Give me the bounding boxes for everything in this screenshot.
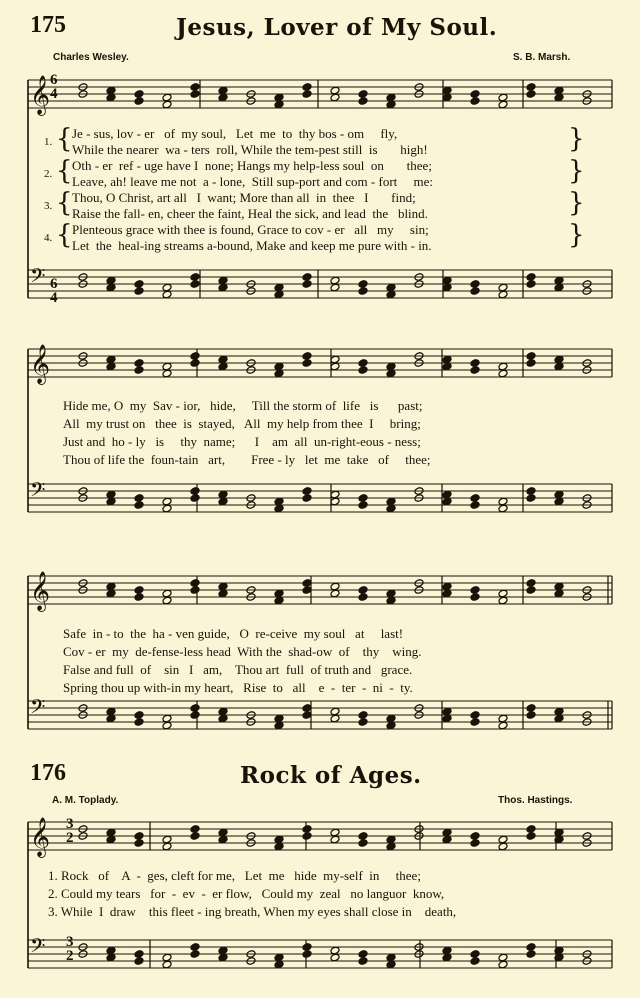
note-head bbox=[386, 362, 396, 371]
note-head bbox=[274, 497, 284, 506]
note-head bbox=[162, 497, 172, 506]
note-head bbox=[526, 579, 536, 588]
note-head bbox=[358, 586, 368, 595]
note-head bbox=[106, 582, 116, 591]
note-head bbox=[106, 283, 116, 292]
note-head bbox=[554, 497, 564, 506]
note-head bbox=[358, 90, 368, 99]
note-head bbox=[134, 832, 144, 841]
note-head bbox=[162, 596, 172, 605]
treble-clef-icon: 𝄞 bbox=[30, 344, 51, 384]
note-head bbox=[330, 276, 340, 285]
hymn-number: 176 bbox=[30, 760, 66, 786]
note-head bbox=[386, 953, 396, 962]
note-head bbox=[442, 953, 452, 962]
note-head bbox=[190, 359, 200, 368]
note-head bbox=[358, 501, 368, 510]
lyric-line: Raise the fall- en, cheer the faint, Heal the sick, and lead the blind. bbox=[72, 206, 428, 221]
time-signature-top: 6 bbox=[50, 276, 58, 292]
note-head bbox=[442, 835, 452, 844]
note-head bbox=[190, 579, 200, 588]
lyric-line: Just and ho - ly is thy name; I am all un-right-eous - ness; bbox=[63, 434, 421, 449]
note-head bbox=[330, 283, 340, 292]
verse-brace: { bbox=[56, 124, 73, 154]
note-head bbox=[526, 273, 536, 282]
verse-brace: } bbox=[568, 220, 585, 250]
treble-clef-icon: 𝄞 bbox=[30, 75, 51, 115]
note-head bbox=[330, 93, 340, 102]
note-head bbox=[190, 711, 200, 720]
note-head bbox=[162, 589, 172, 598]
note-head bbox=[106, 362, 116, 371]
time-signature-bottom: 2 bbox=[66, 948, 74, 964]
note-head bbox=[358, 839, 368, 848]
note-head bbox=[498, 362, 508, 371]
lyric-line: All my trust on thee is stayed, All my help from thee I bring; bbox=[63, 416, 421, 431]
note-head bbox=[218, 276, 228, 285]
note-head bbox=[134, 494, 144, 503]
note-head bbox=[134, 287, 144, 296]
note-head bbox=[386, 369, 396, 378]
note-head bbox=[498, 283, 508, 292]
note-head bbox=[554, 490, 564, 499]
verse-brace: } bbox=[568, 156, 585, 186]
time-signature-top: 3 bbox=[66, 816, 74, 832]
note-head bbox=[386, 283, 396, 292]
note-head bbox=[526, 494, 536, 503]
note-head bbox=[498, 100, 508, 109]
note-head bbox=[526, 825, 536, 834]
note-head bbox=[358, 957, 368, 966]
note-head bbox=[134, 593, 144, 602]
note-head bbox=[274, 596, 284, 605]
note-head bbox=[190, 943, 200, 952]
note-head bbox=[218, 93, 228, 102]
note-head bbox=[134, 586, 144, 595]
note-head bbox=[302, 943, 312, 952]
note-head bbox=[498, 369, 508, 378]
note-head bbox=[526, 586, 536, 595]
note-head bbox=[386, 596, 396, 605]
verse-number: 3. bbox=[44, 200, 53, 212]
verse-number: 2. bbox=[44, 168, 53, 180]
note-head bbox=[218, 490, 228, 499]
note-head bbox=[106, 835, 116, 844]
note-head bbox=[470, 501, 480, 510]
lyric-line: Plenteous grace with thee is found, Grace to cov - er all my sin; bbox=[72, 222, 429, 237]
note-head bbox=[106, 589, 116, 598]
note-head bbox=[134, 366, 144, 375]
note-head bbox=[190, 83, 200, 92]
note-head bbox=[274, 960, 284, 969]
note-head bbox=[162, 953, 172, 962]
note-head bbox=[526, 359, 536, 368]
hymn-number: 175 bbox=[30, 12, 66, 38]
bass-clef-icon: 𝄢 bbox=[30, 478, 46, 506]
note-head bbox=[498, 93, 508, 102]
words-credit: A. M. Toplady. bbox=[52, 795, 119, 806]
treble-clef-icon: 𝄞 bbox=[30, 571, 51, 611]
note-head bbox=[470, 280, 480, 289]
note-head bbox=[302, 825, 312, 834]
note-head bbox=[106, 953, 116, 962]
note-head bbox=[106, 828, 116, 837]
verse-number: 1. bbox=[44, 136, 53, 148]
note-head bbox=[498, 589, 508, 598]
note-head bbox=[274, 93, 284, 102]
note-head bbox=[470, 287, 480, 296]
note-head bbox=[386, 504, 396, 513]
note-head bbox=[218, 86, 228, 95]
note-head bbox=[134, 359, 144, 368]
note-head bbox=[302, 494, 312, 503]
note-head bbox=[554, 86, 564, 95]
note-head bbox=[498, 960, 508, 969]
note-head bbox=[302, 950, 312, 959]
note-head bbox=[162, 504, 172, 513]
note-head bbox=[442, 946, 452, 955]
note-head bbox=[274, 842, 284, 851]
note-head bbox=[218, 355, 228, 364]
note-head bbox=[302, 352, 312, 361]
note-head bbox=[442, 714, 452, 723]
note-head bbox=[218, 714, 228, 723]
lyric-line: Spring thou up with-in my heart, Rise to all e - ter - ni - ty. bbox=[63, 680, 413, 695]
note-head bbox=[134, 950, 144, 959]
time-signature-bottom: 4 bbox=[50, 290, 58, 306]
note-head bbox=[274, 721, 284, 730]
note-head bbox=[442, 490, 452, 499]
bass-clef-icon: 𝄢 bbox=[30, 695, 46, 723]
lyric-line: While the nearer wa - ters roll, While the tem-pest still is high! bbox=[72, 142, 428, 157]
note-head bbox=[442, 362, 452, 371]
note-head bbox=[274, 835, 284, 844]
lyric-line: 1. Rock of A - ges, cleft for me, Let me hide my-self in thee; bbox=[48, 868, 421, 883]
note-head bbox=[386, 835, 396, 844]
note-head bbox=[470, 593, 480, 602]
lyric-line: False and full of sin I am, Thou art full of truth and grace. bbox=[63, 662, 413, 677]
hymn-title: Jesus, Lover of My Soul. bbox=[176, 14, 498, 41]
note-head bbox=[302, 280, 312, 289]
note-head bbox=[218, 283, 228, 292]
note-head bbox=[442, 707, 452, 716]
note-head bbox=[470, 359, 480, 368]
note-head bbox=[274, 290, 284, 299]
note-head bbox=[302, 832, 312, 841]
note-head bbox=[162, 835, 172, 844]
note-head bbox=[302, 90, 312, 99]
note-head bbox=[554, 93, 564, 102]
note-head bbox=[218, 582, 228, 591]
note-head bbox=[302, 359, 312, 368]
note-head bbox=[218, 946, 228, 955]
note-head bbox=[470, 366, 480, 375]
note-head bbox=[386, 714, 396, 723]
verse-brace: { bbox=[56, 188, 73, 218]
note-head bbox=[134, 957, 144, 966]
note-head bbox=[526, 83, 536, 92]
lyric-line: Safe in - to the ha - ven guide, O re-ceive my soul at last! bbox=[63, 626, 404, 641]
note-head bbox=[330, 86, 340, 95]
note-head bbox=[190, 90, 200, 99]
note-head bbox=[106, 86, 116, 95]
note-head bbox=[386, 497, 396, 506]
note-head bbox=[134, 280, 144, 289]
note-head bbox=[106, 497, 116, 506]
verse-brace: { bbox=[56, 156, 73, 186]
time-signature-top: 6 bbox=[50, 72, 58, 88]
lyric-line: Let the heal-ing streams a-bound, Make and keep me pure with - in. bbox=[72, 238, 432, 253]
note-head bbox=[386, 290, 396, 299]
note-head bbox=[190, 586, 200, 595]
note-head bbox=[526, 943, 536, 952]
note-head bbox=[442, 589, 452, 598]
note-head bbox=[554, 283, 564, 292]
note-head bbox=[330, 953, 340, 962]
note-head bbox=[134, 711, 144, 720]
note-head bbox=[554, 589, 564, 598]
note-head bbox=[162, 362, 172, 371]
note-head bbox=[386, 960, 396, 969]
note-head bbox=[190, 825, 200, 834]
note-head bbox=[386, 589, 396, 598]
note-head bbox=[218, 835, 228, 844]
note-head bbox=[526, 711, 536, 720]
time-signature-bottom: 2 bbox=[66, 830, 74, 846]
note-head bbox=[442, 497, 452, 506]
note-head bbox=[442, 355, 452, 364]
note-head bbox=[470, 957, 480, 966]
note-head bbox=[106, 276, 116, 285]
note-head bbox=[470, 90, 480, 99]
note-head bbox=[386, 842, 396, 851]
note-head bbox=[470, 832, 480, 841]
note-head bbox=[218, 589, 228, 598]
note-head bbox=[162, 93, 172, 102]
lyric-line: Oth - er ref - uge have I none; Hangs my help-less soul on thee; bbox=[72, 158, 432, 173]
note-head bbox=[358, 711, 368, 720]
lyric-line: Cov - er my de-fense-less head With the shad-ow of thy wing. bbox=[63, 644, 422, 659]
note-head bbox=[106, 707, 116, 716]
verse-brace: { bbox=[56, 220, 73, 250]
verse-brace: } bbox=[568, 124, 585, 154]
note-head bbox=[358, 359, 368, 368]
lyric-line: Hide me, O my Sav - ior, hide, Till the storm of life is past; bbox=[63, 398, 423, 413]
note-head bbox=[106, 355, 116, 364]
note-head bbox=[274, 283, 284, 292]
bass-clef-icon: 𝄢 bbox=[30, 934, 46, 962]
music-credit: S. B. Marsh. bbox=[513, 52, 571, 63]
note-head bbox=[358, 950, 368, 959]
note-head bbox=[470, 586, 480, 595]
bass-clef-icon: 𝄢 bbox=[30, 264, 46, 292]
note-head bbox=[526, 704, 536, 713]
note-head bbox=[498, 721, 508, 730]
note-head bbox=[218, 828, 228, 837]
note-head bbox=[106, 946, 116, 955]
note-head bbox=[190, 704, 200, 713]
note-head bbox=[498, 504, 508, 513]
note-head bbox=[274, 589, 284, 598]
note-head bbox=[106, 490, 116, 499]
note-head bbox=[470, 839, 480, 848]
words-credit: Charles Wesley. bbox=[53, 52, 129, 63]
note-head bbox=[190, 494, 200, 503]
note-head bbox=[330, 828, 340, 837]
note-head bbox=[498, 290, 508, 299]
note-head bbox=[498, 835, 508, 844]
note-head bbox=[358, 97, 368, 106]
note-head bbox=[330, 946, 340, 955]
note-head bbox=[358, 718, 368, 727]
note-head bbox=[498, 714, 508, 723]
note-head bbox=[358, 287, 368, 296]
note-head bbox=[134, 839, 144, 848]
note-head bbox=[470, 718, 480, 727]
note-head bbox=[554, 707, 564, 716]
note-head bbox=[274, 953, 284, 962]
verse-number: 4. bbox=[44, 232, 53, 244]
note-head bbox=[190, 832, 200, 841]
note-head bbox=[218, 707, 228, 716]
note-head bbox=[358, 593, 368, 602]
note-head bbox=[470, 711, 480, 720]
note-head bbox=[526, 352, 536, 361]
note-head bbox=[470, 494, 480, 503]
note-head bbox=[526, 90, 536, 99]
note-head bbox=[498, 953, 508, 962]
note-head bbox=[162, 290, 172, 299]
note-head bbox=[218, 953, 228, 962]
note-head bbox=[470, 950, 480, 959]
note-head bbox=[442, 582, 452, 591]
lyric-line: 2. Could my tears for - ev - er flow, Could my zeal no languor know, bbox=[48, 886, 445, 901]
note-head bbox=[134, 97, 144, 106]
note-head bbox=[106, 714, 116, 723]
note-head bbox=[442, 828, 452, 837]
note-head bbox=[330, 582, 340, 591]
note-head bbox=[554, 362, 564, 371]
note-head bbox=[190, 273, 200, 282]
note-head bbox=[162, 369, 172, 378]
verse-brace: } bbox=[568, 188, 585, 218]
note-head bbox=[134, 90, 144, 99]
note-head bbox=[162, 714, 172, 723]
note-head bbox=[162, 960, 172, 969]
lyric-line: Thou, O Christ, art all I want; More than all in thee I find; bbox=[72, 190, 416, 205]
note-head bbox=[554, 714, 564, 723]
note-head bbox=[218, 362, 228, 371]
lyric-line: Je - sus, lov - er of my soul, Let me to thy bos - om fly, bbox=[72, 126, 398, 141]
note-head bbox=[554, 355, 564, 364]
note-head bbox=[330, 707, 340, 716]
note-head bbox=[498, 842, 508, 851]
note-head bbox=[526, 280, 536, 289]
note-head bbox=[302, 273, 312, 282]
note-head bbox=[274, 362, 284, 371]
note-head bbox=[190, 280, 200, 289]
note-head bbox=[554, 582, 564, 591]
note-head bbox=[498, 497, 508, 506]
note-head bbox=[526, 950, 536, 959]
music-credit: Thos. Hastings. bbox=[498, 795, 573, 806]
note-head bbox=[386, 100, 396, 109]
note-head bbox=[330, 589, 340, 598]
note-head bbox=[330, 835, 340, 844]
note-head bbox=[190, 950, 200, 959]
note-head bbox=[498, 596, 508, 605]
lyric-line: 3. While I draw this fleet - ing breath, When my eyes shall close in death, bbox=[48, 904, 457, 919]
time-signature-bottom: 4 bbox=[50, 86, 58, 102]
note-head bbox=[386, 93, 396, 102]
note-head bbox=[386, 721, 396, 730]
note-head bbox=[162, 721, 172, 730]
treble-clef-icon: 𝄞 bbox=[30, 817, 51, 857]
note-head bbox=[358, 366, 368, 375]
note-head bbox=[162, 100, 172, 109]
note-head bbox=[162, 842, 172, 851]
note-head bbox=[190, 352, 200, 361]
lyric-line: Thou of life the foun-tain art, Free - ly let me take of thee; bbox=[63, 452, 431, 467]
hymn-title: Rock of Ages. bbox=[240, 762, 422, 789]
note-head bbox=[274, 504, 284, 513]
note-head bbox=[274, 714, 284, 723]
lyric-line: Leave, ah! leave me not a - lone, Still sup-port and com - fort me: bbox=[72, 174, 433, 189]
note-head bbox=[274, 369, 284, 378]
note-head bbox=[358, 494, 368, 503]
note-head bbox=[134, 501, 144, 510]
note-head bbox=[526, 487, 536, 496]
note-head bbox=[134, 718, 144, 727]
note-head bbox=[330, 714, 340, 723]
note-head bbox=[106, 93, 116, 102]
note-head bbox=[218, 497, 228, 506]
note-head bbox=[358, 280, 368, 289]
note-head bbox=[190, 487, 200, 496]
note-head bbox=[358, 832, 368, 841]
note-head bbox=[274, 100, 284, 109]
note-head bbox=[302, 487, 312, 496]
note-head bbox=[470, 97, 480, 106]
note-head bbox=[162, 283, 172, 292]
note-head bbox=[554, 276, 564, 285]
note-head bbox=[302, 83, 312, 92]
note-head bbox=[526, 832, 536, 841]
time-signature-top: 3 bbox=[66, 934, 74, 950]
